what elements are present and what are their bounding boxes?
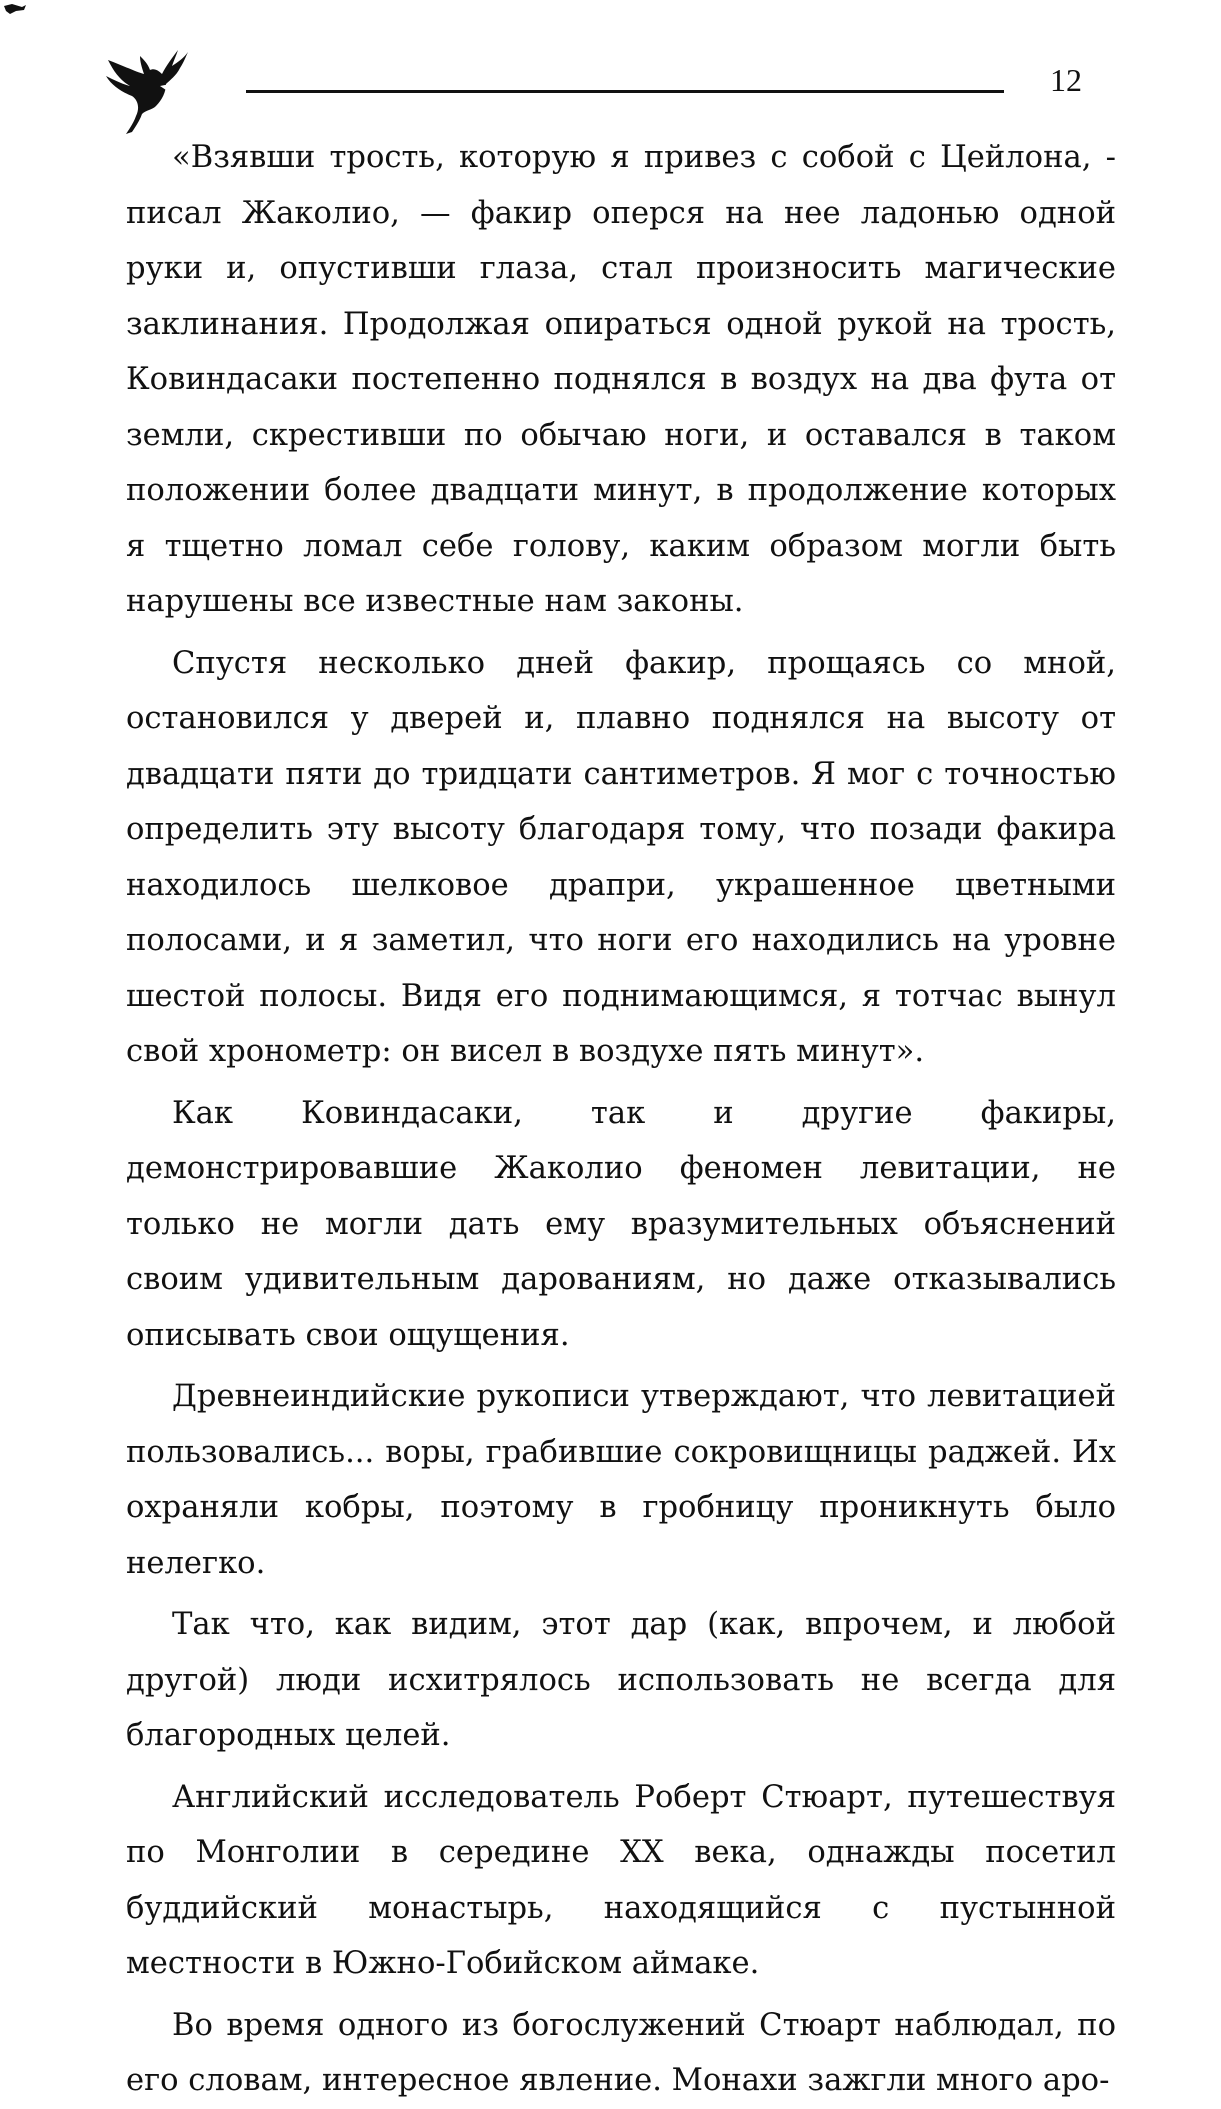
paragraph: Так что, как видим, этот дар (как, впрочем, и любой другой) люди исхитрялось использовать не всегда для благородных целей. bbox=[126, 1607, 1116, 1753]
page-number: 12 bbox=[1050, 62, 1082, 98]
paragraph: Древнеиндийские рукописи утверждают, что левитацией пользовались... воры, грабившие сокровищницы раджей. Их охраняли кобры, поэтому в гробницу проникнуть было нелегко. bbox=[126, 1379, 1116, 1581]
paragraph: «Взявши трость, которую я привез с собой с Цейлона, - писал Жаколио, — факир оперся на нее ладонью одной руки и, опустивши глаза, стал произносить магические заклинания. Продолжая опираться одной рукой на трость, Ковиндасаки постепенно поднялся в воздух на два фута от земли, скрестивши по обычаю ноги, и оставался в таком положении более двадцати минут, в продолжение которых я тщетно ломал себе голову, каким образом могли быть нарушены все известные нам законы. bbox=[126, 140, 1116, 619]
paragraph: Во время одного из богослужений Стюарт наблюдал, по его словам, интересное явление. Монахи зажгли много аро- bbox=[126, 2007, 1116, 2098]
paragraph: Как Ковиндасаки, так и другие факиры, демонстрировавшие Жаколио феномен левитации, не только не могли дать ему вразумительных объяснений своим удивительным дарованиям, но даже отказывались описывать свои ощущения. bbox=[126, 1095, 1116, 1353]
ink-mark-icon bbox=[2, 2, 28, 16]
paragraph: Спустя несколько дней факир, прощаясь со мной, остановился у дверей и, плавно поднялся на высоту от двадцати пяти до тридцати сантиметров. Я мог с точностью определить эту высоту благодаря тому, что позади факира находилось шелковое драпри, украшенное цветными полосами, и я заметил, что ноги его находились на уровне шестой полосы. Видя его поднимающимся, я тотчас вынул свой хронометр: он висел в воздухе пять минут». bbox=[126, 645, 1116, 1069]
header-rule bbox=[246, 90, 1004, 93]
winged-creature-logo-icon bbox=[100, 50, 200, 138]
body-text bbox=[126, 130, 1116, 2109]
paragraph: Английский исследователь Роберт Стюарт, путешествуя по Монголии в середине XX века, однажды посетил буддийский монастырь, находящийся с пустынной местности в Южно-Гобийском аймаке. bbox=[126, 1779, 1116, 1981]
page-header bbox=[100, 50, 1110, 130]
